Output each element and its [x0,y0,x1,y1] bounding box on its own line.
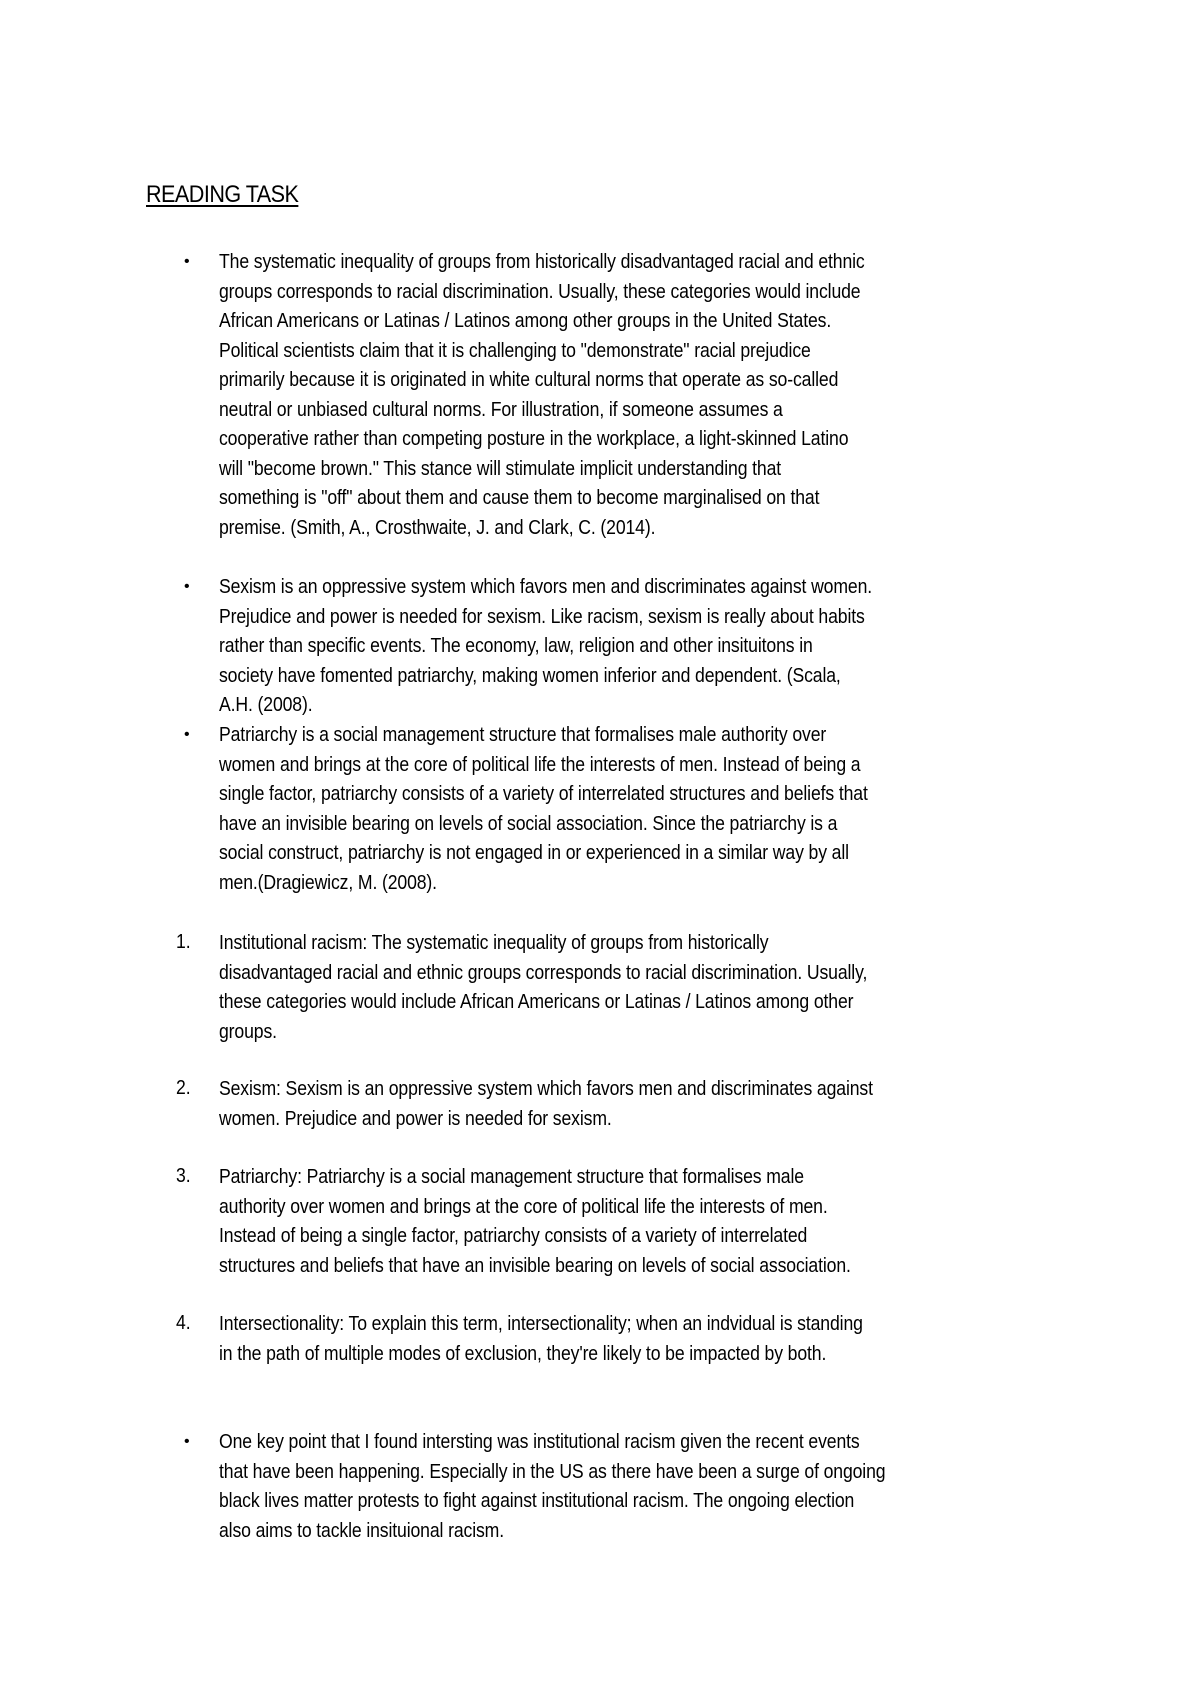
text-line: primarily because it is originated in white cultural norms that operate as so-called [219,368,839,391]
text-line: Political scientists claim that it is challenging to "demonstrate" racial prejudice [219,338,811,362]
text-line: Instead of being a single factor, patriarchy consists of a variety of interrelated [219,1224,808,1247]
text-line: men.(Dragiewicz, M. (2008). [219,870,437,894]
text-line: Patriarchy is a social management structure that formalises male authority over [219,723,827,746]
text-line: Patriarchy: Patriarchy is a social management structure that formalises male [219,1165,804,1188]
text-line: neutral or unbiased cultural norms. For illustration, if someone assumes a [219,397,783,421]
list-number: 3. [176,1165,191,1187]
text-line: disadvantaged racial and ethnic groups corresponds to racial discrimination. Usually, [219,960,868,984]
text-line: groups. [219,1019,277,1043]
text-line: authority over women and brings at the core of political life the interests of men. [219,1194,828,1218]
text-line: African Americans or Latinas / Latinos among other groups in the United States. [219,309,832,332]
text-line: A.H. (2008). [219,693,313,716]
text-line: also aims to tackle insituional racism. [219,1518,504,1542]
bullet-icon: • [184,578,190,595]
text-line: Institutional racism: The systematic inequality of groups from historically [219,931,769,954]
bullet-icon: • [184,726,190,743]
bullet-icon: • [184,1433,190,1450]
bullet-text [219,572,978,720]
text-line: that have been happening. Especially in the US as there have been a surge of ongoing [219,1459,886,1483]
text-line: One key point that I found intersting was institutional racism given the recent events [219,1430,860,1453]
list-number: 1. [176,931,191,953]
text-line: society have fomented patriarchy, making women inferior and dependent. (Scala, [219,663,841,687]
text-line: women and brings at the core of political life the interests of men. Instead of being a [219,752,861,776]
text-line: women. Prejudice and power is needed for sexism. [219,1106,612,1130]
text-line: rather than specific events. The economy, law, religion and other insituitons in [219,634,813,657]
text-line: groups corresponds to racial discrimination. Usually, these categories would include [219,279,861,303]
text-line: premise. (Smith, A., Crosthwaite, J. and Clark, C. (2014). [219,515,656,539]
text-line: Sexism: Sexism is an oppressive system which favors men and discriminates against [219,1077,873,1100]
bullet-icon: • [184,253,190,270]
page-title: READING TASK [146,181,299,208]
bullet-text [219,247,970,542]
list-number: 4. [176,1312,191,1334]
text-line: structures and beliefs that have an invisible bearing on levels of social association. [219,1253,851,1277]
list-number: 2. [176,1077,191,1099]
text-line: something is "off" about them and cause them to become marginalised on that [219,486,820,509]
numbered-text [219,1309,968,1368]
text-line: cooperative rather than competing posture in the workplace, a light-skinned Latino [219,427,849,450]
text-line: in the path of multiple modes of exclusion, they're likely to be impacted by both. [219,1341,827,1365]
bullet-text [219,1427,994,1545]
text-line: black lives matter protests to fight against institutional racism. The ongoing election [219,1489,855,1512]
numbered-text [219,1162,954,1280]
text-line: The systematic inequality of groups from historically disadvantaged racial and ethnic [219,250,865,273]
text-line: Prejudice and power is needed for sexism. Like racism, sexism is really about habits [219,604,865,628]
text-line: have an invisible bearing on levels of social association. Since the patriarchy is a [219,811,838,835]
text-line: Intersectionality: To explain this term, intersectionality; when an indvidual is standing [219,1312,863,1335]
numbered-text [219,928,973,1046]
text-line: single factor, patriarchy consists of a variety of interrelated structures and beliefs that [219,782,868,805]
text-line: will "become brown." This stance will stimulate implicit understanding that [219,456,782,480]
text-line: Sexism is an oppressive system which favors men and discriminates against women. [219,575,873,598]
text-line: these categories would include African Americans or Latinas / Latinos among other [219,990,854,1013]
numbered-text [219,1074,979,1133]
bullet-text [219,720,973,897]
text-line: social construct, patriarchy is not engaged in or experienced in a similar way by all [219,841,849,864]
